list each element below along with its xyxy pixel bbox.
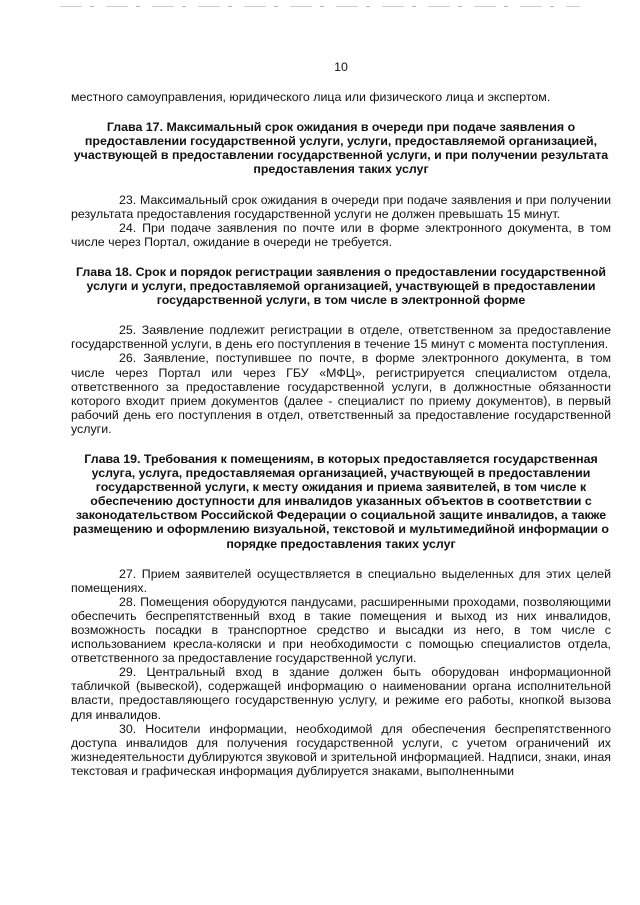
chapter-17	[71, 120, 611, 249]
chapter-heading: Глава 18. Срок и порядок регистрации заявления о предоставлении государственной услуги и услуги, предоставляемой организацией, участвующей в предоставлении государственной услуги, в том числе в электронной форме	[75, 264, 607, 308]
paragraph-28: 28. Помещения оборудуются пандусами, расширенными проходами, позволяющими обеспечить беспрепятственный вход в такие помещения и выход из них инвалидов, возможность посадки в транспортное средство и высадки из него, в том числе с использованием кресла-коляски и при необходимости с помощью специалистов отдела, ответственного за предоставление государственной услуги.	[71, 594, 611, 666]
chapter-19	[71, 452, 611, 778]
paragraph-23: 23. Максимальный срок ожидания в очереди при подаче заявления и при получении результата предоставления государственной услуги не должен превышать 15 минут.	[71, 192, 611, 221]
paragraph-27: 27. Прием заявителей осуществляется в специально выделенных для этих целей помещениях.	[71, 566, 611, 595]
paragraph-30: 30. Носители информации, необходимой для обеспечения беспрепятственного доступа инвалидов для получения государственной услуги, с учетом ограничений их жизнедеятельности дублируются звуковой и зрительной информацией. Надписи, знаки, иная текстовая и графическая информация дублируется знаками, выполненными	[71, 721, 611, 778]
scan-artifact-line	[60, 6, 580, 7]
paragraph-26: 26. Заявление, поступившее по почте, в форме электронного документа, в том числе через Портал или через ГБУ «МФЦ», регистрируется специалистом отдела, ответственного за предоставление государственной услуги, в должностные обязанности которого входит прием документов (далее - специалист по приему документов), в первый рабочий день его поступления в отдел, ответственный за предоставление государственной услуги.	[71, 351, 611, 436]
paragraph-25: 25. Заявление подлежит регистрации в отделе, ответственном за предоставление государственной услуги, в день его поступления в течение 15 минут с момента поступления.	[71, 323, 611, 352]
page-number: 10	[334, 60, 348, 74]
chapter-18	[71, 265, 611, 436]
document-page	[71, 60, 611, 794]
chapter-heading: Глава 17. Максимальный срок ожидания в очереди при подаче заявления о предоставлении государственной услуги, услуги, предоставляемой организацией, участвующей в предоставлении государственной услуги, и при получении результата предоставления таких услуг	[73, 120, 609, 177]
paragraph-29: 29. Центральный вход в здание должен быть оборудован информационной табличкой (вывеской), содержащей информацию о наименовании органа исполнительной власти, предоставляющего государственную услугу, и режиме его работы, кнопкой вызова для инвалидов.	[71, 665, 611, 722]
paragraph-24: 24. При подаче заявления по почте или в форме электронного документа, в том числе через Портал, ожидание в очереди не требуется.	[71, 220, 611, 249]
continuation-paragraph: местного самоуправления, юридического лица или физического лица и экспертом.	[71, 90, 551, 105]
chapter-heading: Глава 19. Требования к помещениям, в которых предоставляется государственная услуга, услуга, предоставляемая организацией, участвующей в предоставлении государственной услуги, к месту ожидания и приема заявителей, в том числе к обеспечению доступности для инвалидов указанных объектов в соответствии с законодательством Российской Федерации о социальной защите инвалидов, а также размещению и оформлению визуальной, текстовой и мультимедийной информации о порядке предоставления таких услуг	[72, 451, 609, 551]
